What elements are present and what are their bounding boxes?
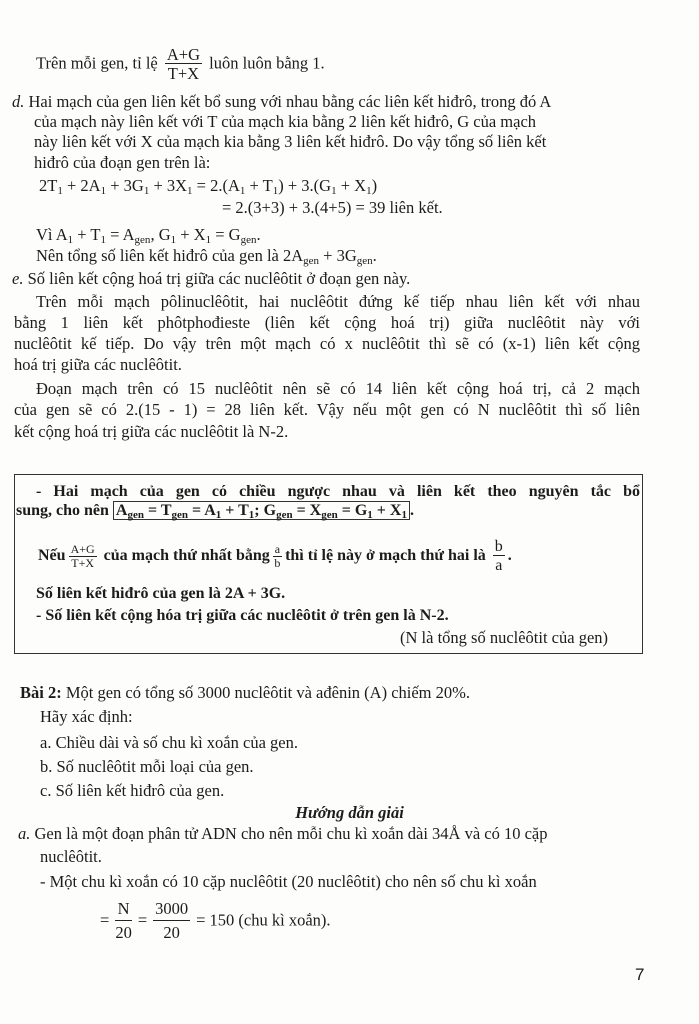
calc-fraction-2 bbox=[153, 898, 190, 945]
guide-title: Hướng dẫn giải bbox=[295, 803, 404, 822]
answer-a-text: Gen là một đoạn phân tử ADN cho nên mỗi chu kì xoắn dài 34Å và có 10 cặp bbox=[34, 824, 548, 843]
section-d-line-2: của mạch này liên kết với T của mạch kia bằng 2 liên kết hiđrô, G của mạch bbox=[34, 112, 537, 131]
equation-line-1: $2T_1 + 2A_1 + 3G_1 + 3X_1 = 2.(A_1 + T_1) + 3.(G_1 + X_1)$ bbox=[39, 176, 378, 197]
cycle-calculation: = $\frac{N}{20}$ = $\frac{3000}{20}$ = 150 (chu kì xoắn). bbox=[100, 898, 331, 945]
ratio-denominator: T+X bbox=[167, 64, 200, 83]
calc-den-1: 20 bbox=[115, 923, 132, 942]
answer-a-label: a. bbox=[18, 824, 31, 843]
summary-line-2-prefix: sung, cho nên bbox=[16, 502, 109, 519]
neu-word: Nếu bbox=[38, 547, 66, 565]
exercise-2-text: Một gen có tổng số 3000 nuclêôtit và ađênin (A) chiếm 20%. bbox=[65, 683, 471, 702]
calc-num-1: N bbox=[115, 898, 132, 921]
b-over-a-num: b bbox=[494, 538, 503, 555]
nen-prefix: Nên tổng số liên kết hiđrô của gen là bbox=[36, 246, 279, 265]
ratio-numerator: A+G bbox=[166, 45, 201, 64]
section-e-para2-line3: kết cộng hoá trị giữa các nuclêôtit là N-2. bbox=[14, 422, 289, 441]
a-over-b-fraction bbox=[273, 543, 282, 570]
section-e-para1-line3: nuclêôtit kế tiếp. Do vậy trên một mạch có x nuclêôtit thì sẽ có (x-1) liên kết cộng bbox=[14, 334, 640, 353]
ratio-prefix: Trên mỗi gen, tỉ lệ bbox=[36, 53, 158, 73]
section-e-para2-line1: Đoạn mạch trên có 15 nuclêôtit nên sẽ có 14 liên kết cộng hoá trị, cả 2 mạch bbox=[36, 379, 640, 398]
section-e-para1-line1: Trên mỗi mạch pôlinuclêôtit, hai nuclêôtit đứng kế tiếp nhau liên kết với nhau bbox=[36, 292, 640, 311]
ratio-statement bbox=[36, 46, 325, 83]
summary-covalent-line: - Số liên kết cộng hóa trị giữa các nuclêôtit ở trên gen là N-2. bbox=[36, 607, 449, 624]
summary-ratio-mid: của mạch thứ nhất bằng bbox=[103, 547, 270, 565]
b-over-a-den: a bbox=[495, 557, 503, 574]
section-e-heading-text: Số liên kết cộng hoá trị giữa các nuclêôtit ở đoạn gen này. bbox=[27, 269, 411, 288]
section-d-line-3: này liên kết với X của mạch kia bằng 3 liên kết hiđrô. Do vậy tổng số liên kết bbox=[34, 132, 547, 151]
exercise-2-item-b: b. Số nuclêôtit mỗi loại của gen. bbox=[40, 757, 254, 776]
summary-ratio-line: Nếu $\frac{A+G}{T+X}$ của mạch thứ nhất bằng $\frac{a}{b}$ thì tỉ lệ này ở mạch thứ hai là $\frac{b}{a}$ . bbox=[38, 538, 512, 574]
summary-line-1: - Hai mạch của gen có chiều ngược nhau và liên kết theo nguyên tắc bổ bbox=[36, 483, 640, 500]
answer-a-line-3: - Một chu kì xoắn có 10 cặp nuclêôtit (20 nuclêôtit) cho nên số chu kì xoắn bbox=[40, 872, 537, 891]
section-e-label: e. bbox=[12, 269, 24, 288]
exercise-2-prompt: Hãy xác định: bbox=[40, 707, 133, 726]
calc-den-2: 20 bbox=[163, 923, 180, 942]
summary-ratio-num: A+G bbox=[70, 542, 95, 556]
exercise-2-statement bbox=[20, 683, 470, 703]
a-over-b-den: b bbox=[274, 556, 281, 570]
section-e-heading bbox=[12, 269, 410, 289]
ratio-fraction bbox=[165, 46, 202, 83]
page-number: 7 bbox=[635, 965, 645, 984]
equality-box: $A_{gen} = T_{gen} = A_1 + T_1$; $G_{gen} = X_{gen} = G_1 + X_1$ bbox=[113, 501, 410, 520]
exercise-2-item-a: a. Chiều dài và số chu kì xoắn của gen. bbox=[40, 733, 298, 752]
calc-result: = 150 (chu kì xoắn). bbox=[196, 910, 331, 930]
summary-hydro-line: Số liên kết hiđrô của gen là 2A + 3G. bbox=[36, 585, 286, 602]
vi-statement: Vì $A_1 + T_1 = A_{gen}$, $G_1 + X_1 = G_{gen}$. bbox=[36, 225, 261, 246]
a-over-b-num: a bbox=[274, 542, 281, 556]
summary-ratio-den: T+X bbox=[71, 556, 94, 570]
section-d-label: d. bbox=[12, 92, 25, 111]
summary-line-2: sung, cho nên $A_{gen} = T_{gen} = A_1 + T_1$; $G_{gen} = X_{gen} = G_1 + X_1$ . bbox=[16, 502, 414, 521]
section-d-line-1 bbox=[12, 92, 551, 112]
section-e-para2-line2: của gen sẽ có 2.(15 - 1) = 28 liên kết. Vậy nếu một gen có N nuclêôtit thì số liên bbox=[14, 400, 640, 419]
answer-a-line-2: nuclêôtit. bbox=[40, 847, 102, 866]
section-e-para1-line2: bằng 1 liên kết phôtphođieste (liên kết cộng hoá trị) giữa nuclêôtit này với bbox=[14, 313, 640, 332]
answer-a-line-1 bbox=[18, 824, 548, 844]
section-d-line-4: hiđrô của đoạn gen trên là: bbox=[34, 153, 211, 172]
summary-ratio-fraction bbox=[69, 543, 97, 570]
ratio-suffix: luôn luôn bằng 1. bbox=[209, 53, 325, 73]
summary-ratio-tail: thì tỉ lệ này ở mạch thứ hai là bbox=[285, 547, 486, 565]
vi-prefix: Vì bbox=[36, 225, 53, 244]
calc-fraction-1 bbox=[115, 898, 132, 945]
equation-line-2: = 2.(3+3) + 3.(4+5) = 39 liên kết. bbox=[222, 198, 443, 217]
exercise-2-title: Bài 2: bbox=[20, 683, 62, 702]
nen-statement: Nên tổng số liên kết hiđrô của gen là $2A_{gen} + 3G_{gen}$. bbox=[36, 246, 377, 267]
exercise-2-item-c: c. Số liên kết hiđrô của gen. bbox=[40, 781, 225, 800]
section-e-para1-line4: hoá trị giữa các nuclêôtit. bbox=[14, 355, 182, 374]
section-d-text: Hai mạch của gen liên kết bổ sung với nhau bằng các liên kết hiđrô, trong đó A bbox=[28, 92, 552, 111]
calc-num-2: 3000 bbox=[153, 898, 190, 921]
summary-note: (N là tổng số nuclêôtit của gen) bbox=[400, 628, 609, 647]
b-over-a-fraction bbox=[493, 538, 505, 575]
